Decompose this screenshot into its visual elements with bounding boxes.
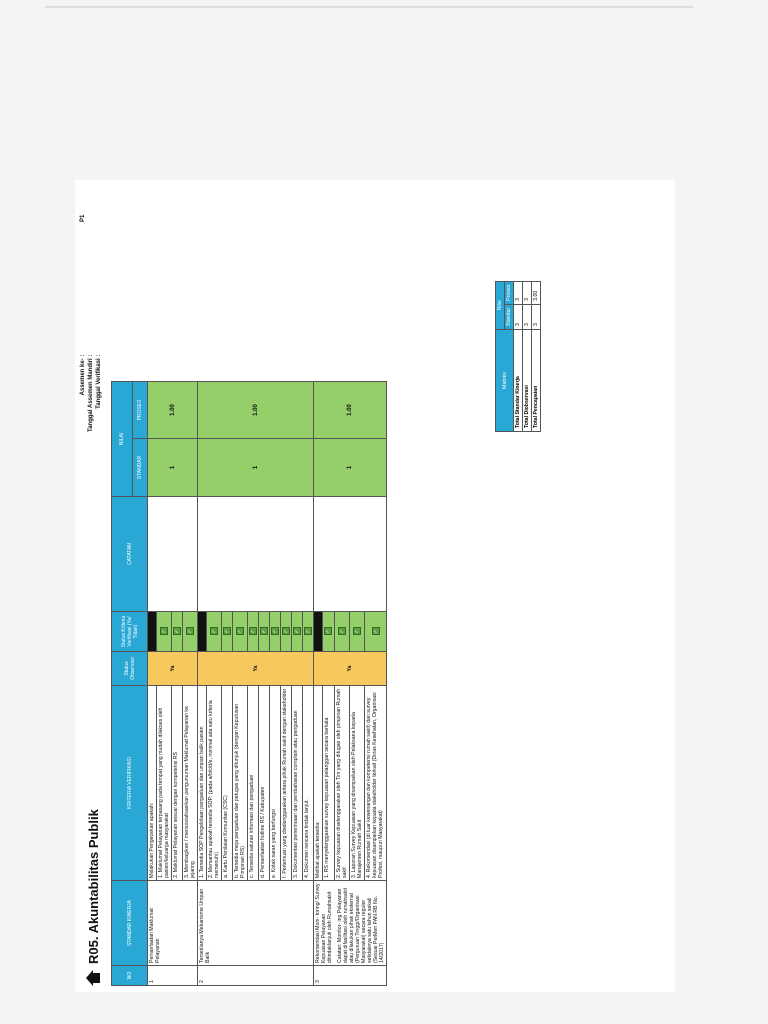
col-score: NILAI bbox=[112, 382, 133, 497]
page-title-text: R05. Akuntabilitas Publik bbox=[85, 809, 101, 964]
criteria-text: 4. Dokumen rencana tindak lanjut. bbox=[303, 686, 314, 881]
status-verification bbox=[172, 612, 183, 652]
check-box-icon[interactable]: ✓ bbox=[250, 629, 256, 634]
page-title bbox=[79, 809, 107, 986]
standard-text: Pemanfaatan Maklumat Pelayanan bbox=[149, 908, 161, 963]
score-process: 1.00 bbox=[148, 382, 198, 439]
col-status-verifikasi: Status Kriteria Verifikasi (Ya/ Tidak) bbox=[112, 612, 148, 652]
summary-standard: 3 bbox=[514, 304, 523, 329]
status-verification bbox=[270, 612, 281, 652]
status-observation: Ya bbox=[314, 652, 387, 686]
summary-col-standard: Standar bbox=[505, 304, 514, 329]
criteria-text: f. Pertemuan yang diselenggarakan antara pihak Rumah sakit dengan stakeholder bbox=[281, 686, 292, 881]
summary-standard: 3 bbox=[523, 304, 532, 329]
summary-row bbox=[514, 281, 523, 431]
summary-row bbox=[523, 281, 532, 431]
notes-cell[interactable] bbox=[314, 497, 387, 612]
summary-col-process: Proses bbox=[505, 281, 514, 304]
standard-note: Catatan: Monitor- ing Pelayanan dapat difasilitasi oleh rumahsakit atau dilakukan pihak eksternal (Perguruan Tinggi/Organisasi Masyarakat) secara reguler setidaknya satu tahun sekali (Sesuai PerMen PAN RB No. 14/2017) bbox=[337, 888, 385, 963]
status-verification bbox=[349, 612, 364, 652]
col-status-observasi: Status Observasi bbox=[112, 652, 148, 686]
criteria-text: 3. Dokumentasi penerimaan dan pembahasan complain atau pengaduan bbox=[292, 686, 303, 881]
status-verification bbox=[248, 612, 259, 652]
summary-process: 3 bbox=[514, 281, 523, 304]
standard-text: Tersedianya Mekanisme Umpan Balik bbox=[199, 888, 211, 963]
criteria-row bbox=[148, 382, 157, 986]
standard-cell bbox=[198, 881, 314, 966]
criteria-text: 4. Rekomendasi (di luar kewenangan dan kompetensi rumah sakit) dari survey kepuasan disampaikan kepada stakeholder terkait (Dinas Kesehatan, Organisasi Profesi, maupun Masyarakat) bbox=[365, 686, 387, 881]
status-verification bbox=[183, 612, 198, 652]
verification-date: Tanggal Verifikasi : bbox=[96, 354, 102, 409]
status-verification bbox=[292, 612, 303, 652]
criteria-row bbox=[314, 382, 323, 986]
summary-label: Total Standar Kinerja bbox=[514, 330, 523, 432]
assessment-no: Assemen ke- : bbox=[80, 354, 86, 396]
status-verification-disabled bbox=[314, 612, 323, 652]
document-frame bbox=[75, 180, 675, 992]
summary-process: 3.00 bbox=[532, 281, 541, 304]
check-box-icon[interactable]: ✓ bbox=[338, 629, 345, 634]
criteria-text: 1. Maklumat Pelayanan terpasang pada tempat yang mudah dilakses oleh pasien/keluarga masyarakat bbox=[157, 686, 172, 881]
standard-cell bbox=[148, 881, 198, 966]
summary-label: Total Pencapaian bbox=[532, 330, 541, 432]
criteria-text: 2. Survey kepuasan diselenggarakan oleh Tim yang ditugas oleh pimpinan Rumah sakit bbox=[334, 686, 349, 881]
status-verification bbox=[334, 612, 349, 652]
criteria-text: d. Pemanfaatan hotline RS / Kabupaten bbox=[259, 686, 270, 881]
status-verification bbox=[157, 612, 172, 652]
criteria-text: c. Tersedia saluran informasi dan pengaduan bbox=[248, 686, 259, 881]
score-process: 1.00 bbox=[198, 382, 314, 439]
document-page bbox=[75, 180, 675, 992]
status-verification bbox=[365, 612, 387, 652]
standard-text: Rekomendasi Moni- toring/ Survey Kepuasan Pelayanan ditindaklanjuti oleh Rumahsakit bbox=[315, 883, 333, 963]
check-box-icon[interactable]: ✓ bbox=[174, 629, 180, 634]
status-verification-disabled bbox=[198, 612, 207, 652]
score-standard: 1 bbox=[148, 439, 198, 497]
status-verification-disabled bbox=[148, 612, 157, 652]
criteria-text: 2. Maklumat Pelayanan sesuai dengan kompetensi RS bbox=[172, 686, 183, 881]
check-box-icon[interactable]: ✓ bbox=[305, 629, 311, 634]
col-score-standard: STANDAR bbox=[133, 439, 148, 497]
status-verification bbox=[233, 612, 248, 652]
check-box-icon[interactable]: ✓ bbox=[237, 629, 243, 634]
check-box-icon[interactable]: ✓ bbox=[224, 629, 230, 634]
row-number: 1 bbox=[148, 966, 198, 986]
col-criteria: KRITERIA VERIFIKASI bbox=[112, 686, 148, 881]
row-number: 2 bbox=[198, 966, 314, 986]
summary-standard: 3 bbox=[532, 304, 541, 329]
status-verification bbox=[281, 612, 292, 652]
check-box-icon[interactable]: ✓ bbox=[272, 629, 278, 634]
check-box-icon[interactable]: ✓ bbox=[211, 629, 217, 634]
notes-cell[interactable] bbox=[198, 497, 314, 612]
summary-label: Total Diobservasi bbox=[523, 330, 532, 432]
score-standard: 1 bbox=[314, 439, 387, 497]
summary-header-score: Nilai bbox=[496, 281, 505, 329]
criteria-text: a. Kartu Penilaian Komunitas (CSC) bbox=[222, 686, 233, 881]
criteria-text: Melakukan Pengecekan apakah: bbox=[148, 686, 157, 881]
status-verification bbox=[222, 612, 233, 652]
score-process: 1.00 bbox=[314, 382, 387, 439]
check-box-icon[interactable]: ✓ bbox=[294, 629, 300, 634]
check-box-icon[interactable]: ✓ bbox=[372, 629, 379, 634]
criteria-text: 3. Membagikan / mensosialisasikan pengumuman Maklumat Pelayanan ke jejaring bbox=[183, 686, 198, 881]
col-standard: STANDAR KINERJA bbox=[112, 881, 148, 966]
status-verification bbox=[303, 612, 314, 652]
col-score-process: PROSES bbox=[133, 382, 148, 439]
status-verification bbox=[259, 612, 270, 652]
notes-cell[interactable] bbox=[148, 497, 198, 612]
check-box-icon[interactable]: ✓ bbox=[261, 629, 267, 634]
criteria-text: Melihat apakah tersedia: bbox=[314, 686, 323, 881]
status-observation: Ya bbox=[198, 652, 314, 686]
status-observation: Ya bbox=[148, 652, 198, 686]
check-box-icon[interactable]: ✓ bbox=[354, 629, 361, 634]
home-icon[interactable] bbox=[86, 970, 100, 986]
criteria-text: e. Kotak saran yang berfungsi bbox=[270, 686, 281, 881]
criteria-row bbox=[198, 382, 207, 986]
criteria-text: 1. Tersedia SOP Pengelolaan pengaduan dan umpan balik pasien bbox=[198, 686, 207, 881]
row-number: 3 bbox=[314, 966, 387, 986]
status-verification bbox=[323, 612, 334, 652]
score-standard: 1 bbox=[198, 439, 314, 497]
status-verification bbox=[207, 612, 222, 652]
check-box-icon[interactable]: ✓ bbox=[161, 629, 167, 634]
criteria-text: 1. RS menyelenggarakan survey kepuasan pelanggan secara berkala bbox=[323, 686, 334, 881]
col-no: NO bbox=[112, 966, 148, 986]
col-notes: CATATAN bbox=[112, 497, 148, 612]
check-box-icon[interactable]: ✓ bbox=[325, 629, 332, 634]
summary-table bbox=[495, 281, 541, 432]
check-box-icon[interactable]: ✓ bbox=[283, 629, 289, 634]
standard-cell bbox=[314, 881, 387, 966]
summary-header-label: Matriks bbox=[496, 330, 514, 432]
check-box-icon[interactable]: ✓ bbox=[187, 629, 193, 634]
verification-table bbox=[111, 381, 387, 986]
summary-row bbox=[532, 281, 541, 431]
self-assessment-date: Tanggal Assemen Mandiri : bbox=[88, 354, 94, 432]
criteria-text: 3. Laporan Survey Kepuasan yang disampaikan oleh Pelaksana kepada Manajemen Rumah Sakit bbox=[349, 686, 364, 881]
summary-process: 3 bbox=[523, 281, 532, 304]
assessment-meta bbox=[79, 214, 103, 432]
criteria-text: b. Tersedia meja pengaduan dan petugas yang ditunjuk (dengan Keputusan Pimpinan RS) bbox=[233, 686, 248, 881]
p-value: P1 bbox=[80, 214, 86, 222]
criteria-text: 2. Memantau apakah tersedia SOP: (pada a/b/c/d/e, minimal ada satu kriteria memenuhi) bbox=[207, 686, 222, 881]
